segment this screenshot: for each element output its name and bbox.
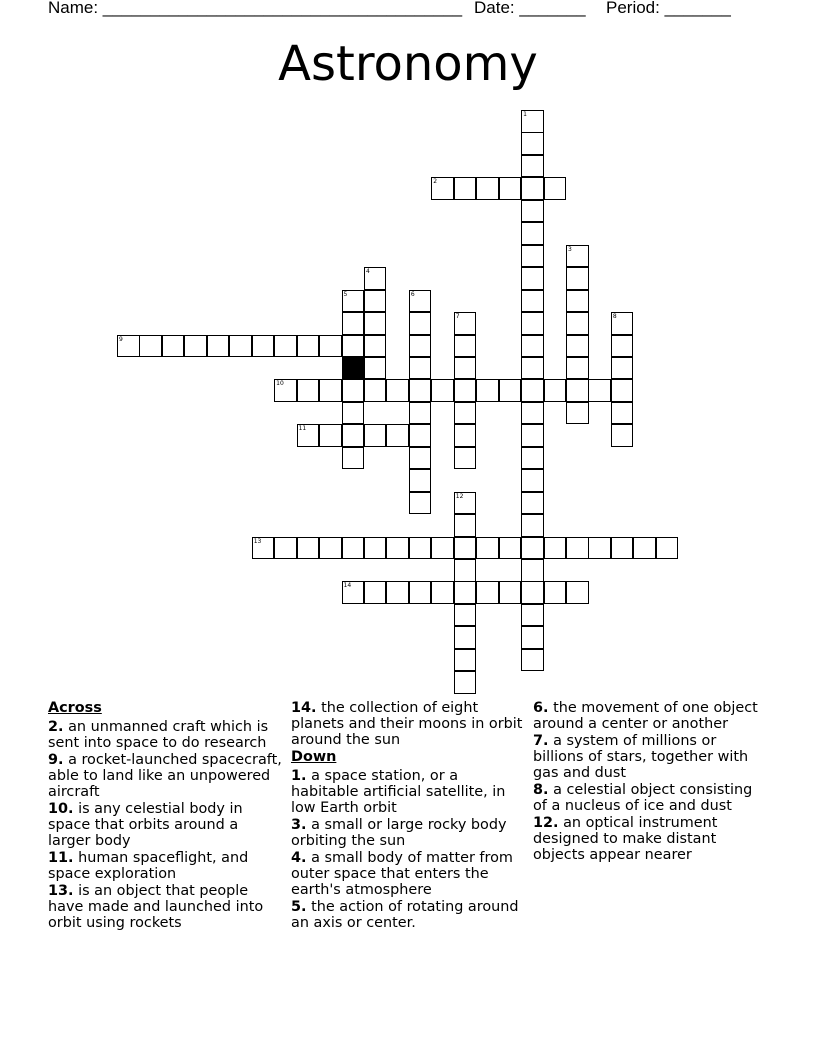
clue-across-10: 10. is any celestial body in space that orbits around a larger body (48, 801, 243, 849)
crossword-cell[interactable] (297, 335, 320, 358)
crossword-cell[interactable] (454, 447, 477, 470)
crossword-cell[interactable] (611, 402, 634, 425)
crossword-cell[interactable] (386, 581, 409, 604)
crossword-cell[interactable] (364, 312, 387, 335)
clue-number: 8 (612, 313, 617, 321)
crossword-cell[interactable] (521, 155, 544, 178)
crossword-cell[interactable] (454, 424, 477, 447)
crossword-cell[interactable] (588, 537, 611, 560)
crossword-cell[interactable] (633, 537, 656, 560)
crossword-cell[interactable] (319, 537, 342, 560)
crossword-cell[interactable] (454, 537, 477, 560)
clue-across-9: 9. a rocket-launched spacecraft, able to land like an unpowered aircraft (48, 752, 282, 800)
crossword-cell[interactable] (207, 335, 230, 358)
crossword-cell[interactable] (521, 469, 544, 492)
crossword-cell[interactable] (521, 222, 544, 245)
crossword-cell[interactable] (431, 379, 454, 402)
clues-column-2 (291, 700, 526, 932)
clue-number: 13 (253, 537, 262, 545)
clue-down-4: 4. a small body of matter from outer space that enters the earth's atmosphere (291, 850, 513, 898)
crossword-cell[interactable] (409, 424, 432, 447)
crossword-cell[interactable] (566, 312, 589, 335)
crossword-cell[interactable] (521, 110, 544, 133)
crossword-cell[interactable] (409, 290, 432, 313)
crossword-cell[interactable] (521, 379, 544, 402)
crossword-black-cell (342, 357, 365, 380)
crossword-cell[interactable] (409, 312, 432, 335)
clue-down-5: 5. the action of rotating around an axis or center. (291, 899, 519, 931)
crossword-cell[interactable] (521, 245, 544, 268)
crossword-cell[interactable] (409, 469, 432, 492)
crossword-cell[interactable] (431, 177, 454, 200)
crossword-cell[interactable] (544, 581, 567, 604)
crossword-cell[interactable] (521, 290, 544, 313)
crossword-cell[interactable] (566, 357, 589, 380)
clue-across-13: 13. is an object that people have made and launched into orbit using rockets (48, 883, 264, 931)
crossword-cell[interactable] (521, 514, 544, 537)
crossword-cell[interactable] (566, 267, 589, 290)
crossword-cell[interactable] (611, 379, 634, 402)
crossword-cell[interactable] (521, 626, 544, 649)
crossword-cell[interactable] (499, 379, 522, 402)
crossword-cell[interactable] (409, 379, 432, 402)
crossword-cell[interactable] (499, 581, 522, 604)
clue-number: 4 (365, 268, 370, 276)
crossword-cell[interactable] (274, 335, 297, 358)
crossword-cell[interactable] (364, 581, 387, 604)
clue-across-11: 11. human spaceflight, and space exploration (48, 850, 249, 882)
period-field[interactable]: Period: _______ (606, 0, 731, 17)
crossword-cell[interactable] (454, 604, 477, 627)
crossword-cell[interactable] (454, 402, 477, 425)
clue-down-6: 6. the movement of one object around a center or another (533, 700, 758, 732)
crossword-cell[interactable] (409, 581, 432, 604)
crossword-cell[interactable] (386, 379, 409, 402)
clue-number: 1 (523, 111, 527, 118)
clue-down-8: 8. a celestial object consisting of a nucleus of ice and dust (533, 782, 753, 814)
crossword-cell[interactable] (521, 424, 544, 447)
crossword-cell[interactable] (319, 379, 342, 402)
crossword-cell[interactable] (611, 335, 634, 358)
crossword-cell[interactable] (566, 402, 589, 425)
crossword-cell[interactable] (499, 177, 522, 200)
crossword-cell[interactable] (139, 335, 162, 358)
clue-down-7: 7. a system of millions or billions of stars, together with gas and dust (533, 733, 749, 781)
crossword-cell[interactable] (521, 492, 544, 515)
crossword-cell[interactable] (611, 424, 634, 447)
date-field[interactable]: Date: _______ (474, 0, 586, 17)
crossword-cell[interactable] (409, 357, 432, 380)
crossword-cell[interactable] (364, 267, 387, 290)
crossword-cell[interactable] (476, 581, 499, 604)
crossword-cell[interactable] (409, 537, 432, 560)
crossword-cell[interactable] (476, 379, 499, 402)
crossword-cell[interactable] (454, 312, 477, 335)
name-field[interactable]: Name: ______________________________________ (48, 0, 463, 17)
crossword-cell[interactable] (297, 379, 320, 402)
crossword-cell[interactable] (342, 581, 365, 604)
clue-down-3: 3. a small or large rocky body orbiting the sun (291, 817, 507, 849)
crossword-cell[interactable] (611, 357, 634, 380)
crossword-cell[interactable] (521, 132, 544, 155)
clue-number: 2 (433, 178, 438, 186)
down-heading: Down (291, 749, 337, 765)
crossword-cell[interactable] (544, 177, 567, 200)
clue-number: 12 (455, 492, 464, 500)
crossword-cell[interactable] (342, 537, 365, 560)
clue-number: 9 (119, 335, 123, 343)
crossword-cell[interactable] (431, 537, 454, 560)
crossword-cell[interactable] (252, 537, 275, 560)
crossword-cell[interactable] (544, 537, 567, 560)
crossword-cell[interactable] (454, 559, 477, 582)
crossword-cell[interactable] (454, 335, 477, 358)
crossword-cell[interactable] (454, 379, 477, 402)
crossword-cell[interactable] (521, 267, 544, 290)
crossword-cell[interactable] (342, 379, 365, 402)
crossword-cell[interactable] (521, 177, 544, 200)
crossword-cell[interactable] (274, 537, 297, 560)
crossword-cell[interactable] (521, 200, 544, 223)
crossword-cell[interactable] (342, 447, 365, 470)
crossword-cell[interactable] (588, 379, 611, 402)
crossword-cell[interactable] (566, 245, 589, 268)
crossword-cell[interactable] (297, 537, 320, 560)
crossword-cell[interactable] (454, 514, 477, 537)
crossword-cell[interactable] (611, 537, 634, 560)
crossword-cell[interactable] (117, 335, 140, 358)
crossword-cell[interactable] (229, 335, 252, 358)
crossword-cell[interactable] (364, 379, 387, 402)
crossword-cell[interactable] (521, 335, 544, 358)
clue-number: 14 (343, 582, 352, 590)
crossword-cell[interactable] (454, 581, 477, 604)
clue-across-2: 2. an unmanned craft which is sent into space to do research (48, 719, 269, 751)
crossword-cell[interactable] (656, 537, 679, 560)
crossword-cell[interactable] (274, 379, 297, 402)
crossword-cell[interactable] (297, 424, 320, 447)
across-heading: Across (48, 700, 102, 716)
clue-number: 6 (410, 290, 415, 298)
crossword-cell[interactable] (342, 402, 365, 425)
clue-number: 7 (455, 313, 460, 321)
crossword-cell[interactable] (566, 335, 589, 358)
crossword-cell[interactable] (476, 537, 499, 560)
clues-column-1 (48, 700, 283, 932)
crossword-cell[interactable] (252, 335, 275, 358)
crossword-cell[interactable] (544, 379, 567, 402)
crossword-cell[interactable] (386, 537, 409, 560)
crossword-cell[interactable] (499, 537, 522, 560)
crossword-cell[interactable] (364, 290, 387, 313)
crossword-cell[interactable] (342, 290, 365, 313)
crossword-cell[interactable] (566, 379, 589, 402)
crossword-cell[interactable] (566, 581, 589, 604)
crossword-cell[interactable] (409, 492, 432, 515)
crossword-cell[interactable] (409, 402, 432, 425)
crossword-cell[interactable] (319, 424, 342, 447)
crossword-cell[interactable] (162, 335, 185, 358)
crossword-cell[interactable] (611, 312, 634, 335)
crossword-cell[interactable] (521, 447, 544, 470)
page-title: Astronomy (278, 36, 538, 92)
crossword-cell[interactable] (454, 671, 477, 694)
crossword-cell[interactable] (409, 447, 432, 470)
crossword-cell[interactable] (364, 335, 387, 358)
crossword-cell[interactable] (521, 649, 544, 672)
crossword-cell[interactable] (319, 335, 342, 358)
crossword-cell[interactable] (521, 537, 544, 560)
crossword-cell[interactable] (342, 335, 365, 358)
crossword-cell[interactable] (454, 177, 477, 200)
crossword-cell[interactable] (454, 357, 477, 380)
crossword-cell[interactable] (342, 424, 365, 447)
crossword-cell[interactable] (521, 604, 544, 627)
crossword-cell[interactable] (521, 559, 544, 582)
clue-down-1: 1. a space station, or a habitable artificial satellite, in low Earth orbit (291, 768, 506, 816)
clue-across-14: 14. the collection of eight planets and their moons in orbit around the sun (291, 700, 523, 748)
crossword-cell[interactable] (454, 626, 477, 649)
crossword-cell[interactable] (476, 177, 499, 200)
crossword-cell[interactable] (342, 312, 365, 335)
crossword-cell[interactable] (184, 335, 207, 358)
crossword-cell[interactable] (566, 537, 589, 560)
clue-number: 11 (298, 425, 307, 433)
crossword-cell[interactable] (521, 402, 544, 425)
clues-column-3 (533, 700, 768, 864)
crossword-cell[interactable] (521, 581, 544, 604)
clue-number: 5 (343, 290, 348, 298)
crossword-cell[interactable] (521, 312, 544, 335)
clue-number: 3 (568, 245, 572, 253)
clue-number: 10 (276, 380, 284, 388)
crossword-cell[interactable] (566, 290, 589, 313)
crossword-cell[interactable] (364, 357, 387, 380)
crossword-cell[interactable] (409, 335, 432, 358)
crossword-cell[interactable] (364, 424, 387, 447)
crossword-cell[interactable] (364, 537, 387, 560)
crossword-cell[interactable] (454, 649, 477, 672)
crossword-cell[interactable] (431, 581, 454, 604)
crossword-cell[interactable] (386, 424, 409, 447)
crossword-cell[interactable] (521, 357, 544, 380)
clue-down-12: 12. an optical instrument designed to make distant objects appear nearer (533, 815, 718, 863)
crossword-cell[interactable] (454, 492, 477, 515)
